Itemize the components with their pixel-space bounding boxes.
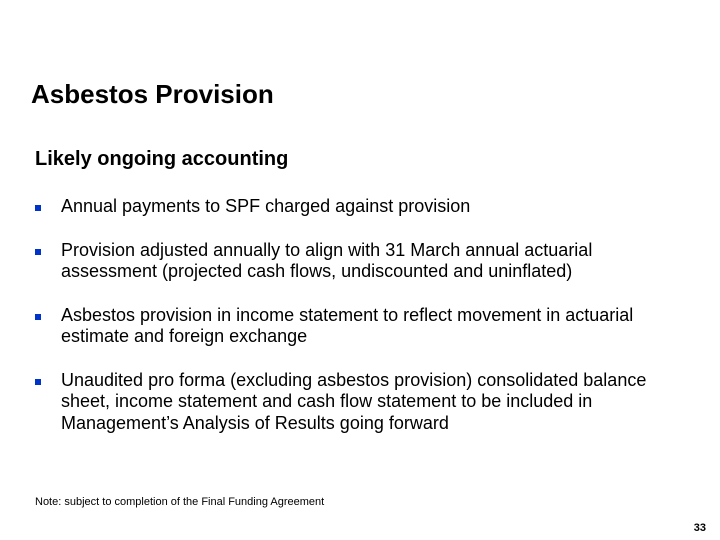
bullet-item (35, 240, 675, 283)
footnote: Note: subject to completion of the Final Funding Agreement (35, 496, 325, 508)
square-bullet-icon (35, 379, 41, 385)
bullet-item (35, 370, 675, 435)
bullet-item (35, 305, 675, 348)
slide-subtitle: Likely ongoing accounting (35, 148, 289, 170)
bullet-text: Provision adjusted annually to align with 31 March annual actuarial assessment (projected cash flows, undiscounted and uninflated) (61, 239, 593, 281)
square-bullet-icon (35, 249, 41, 255)
bullet-text: Annual payments to SPF charged against provision (61, 196, 471, 216)
bullet-text: Asbestos provision in income statement to reflect movement in actuarial estimate and foreign exchange (61, 304, 634, 346)
bullet-text: Unaudited pro forma (excluding asbestos provision) consolidated balance sheet, income statement and cash flow statement to be included in Management’s Analysis of Results going forward (61, 369, 647, 433)
bullet-list (35, 196, 675, 434)
page-number: 33 (693, 522, 706, 534)
square-bullet-icon (35, 314, 41, 320)
square-bullet-icon (35, 205, 41, 211)
bullet-item (35, 196, 675, 218)
slide-title: Asbestos Provision (31, 79, 274, 109)
